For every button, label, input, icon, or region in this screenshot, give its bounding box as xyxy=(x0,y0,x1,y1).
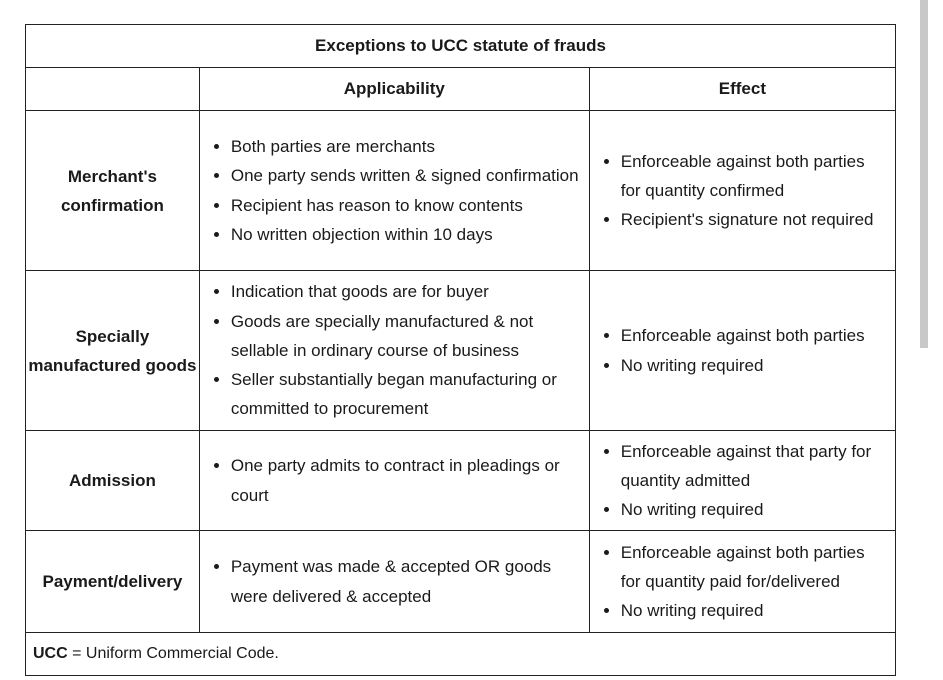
footnote-text: = Uniform Commercial Code. xyxy=(67,645,279,662)
effect-cell xyxy=(589,111,895,271)
list-item: • Recipient has reason to know contents xyxy=(231,191,579,220)
table-row xyxy=(26,271,896,431)
table-row xyxy=(26,431,896,531)
row-label-admission: Admission xyxy=(26,431,200,531)
header-effect: Effect xyxy=(589,68,895,111)
applicability-cell xyxy=(199,271,589,431)
effect-list xyxy=(590,437,895,525)
effect-list xyxy=(590,321,895,380)
effect-cell xyxy=(589,531,895,633)
header-applicability: Applicability xyxy=(199,68,589,111)
list-item: • Enforceable against both parties for quantity paid for/delivered xyxy=(621,538,885,597)
applicability-list xyxy=(200,277,589,423)
list-item: • Enforceable against both parties for quantity confirmed xyxy=(621,147,885,206)
table-footnote xyxy=(26,633,896,676)
applicability-cell xyxy=(199,111,589,271)
list-item: • No writing required xyxy=(621,596,885,625)
list-item: • One party sends written & signed confirmation xyxy=(231,161,579,190)
list-item: • No writing required xyxy=(621,495,885,524)
applicability-cell xyxy=(199,531,589,633)
effect-cell xyxy=(589,271,895,431)
list-item: • Payment was made & accepted OR goods were delivered & accepted xyxy=(231,552,579,611)
list-item: • Enforceable against that party for quantity admitted xyxy=(621,437,885,496)
list-item: • Goods are specially manufactured & not sellable in ordinary course of business xyxy=(231,307,579,366)
list-item: • Enforceable against both parties xyxy=(621,321,885,350)
applicability-list xyxy=(200,132,589,249)
table-row xyxy=(26,531,896,633)
header-blank xyxy=(26,68,200,111)
table-title: Exceptions to UCC statute of frauds xyxy=(26,25,896,68)
list-item: • Both parties are merchants xyxy=(231,132,579,161)
applicability-list xyxy=(200,552,589,611)
footnote-abbreviation: UCC xyxy=(33,645,68,662)
effect-cell xyxy=(589,431,895,531)
applicability-cell xyxy=(199,431,589,531)
applicability-list xyxy=(200,451,589,510)
list-item: • No written objection within 10 days xyxy=(231,220,579,249)
list-item: • Recipient's signature not required xyxy=(621,205,885,234)
list-item: • No writing required xyxy=(621,351,885,380)
list-item: • Indication that goods are for buyer xyxy=(231,277,579,306)
list-item: • One party admits to contract in pleadings or court xyxy=(231,451,579,510)
ucc-exceptions-table xyxy=(25,24,896,676)
effect-list xyxy=(590,538,895,626)
row-label-payment-delivery: Payment/delivery xyxy=(26,531,200,633)
effect-list xyxy=(590,147,895,235)
row-label-merchants-confirmation: Merchant's confirmation xyxy=(26,111,200,271)
vertical-scrollbar[interactable] xyxy=(920,0,928,348)
table-row xyxy=(26,111,896,271)
list-item: • Seller substantially began manufacturing or committed to procurement xyxy=(231,365,579,424)
row-label-specially-manufactured-goods: Specially manufactured goods xyxy=(26,271,200,431)
